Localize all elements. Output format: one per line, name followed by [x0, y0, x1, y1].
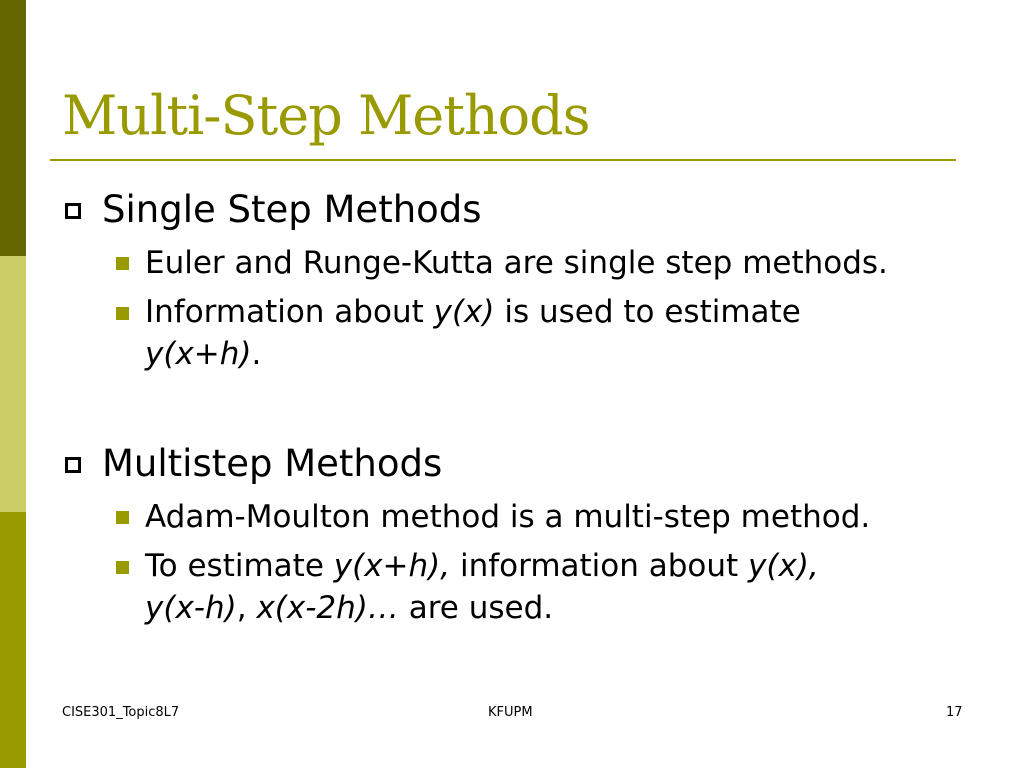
text-run: is used to estimate	[494, 294, 801, 330]
square-bullet-icon	[116, 257, 129, 270]
left-bar-top	[0, 0, 26, 256]
left-bar-bottom	[0, 512, 26, 768]
square-bullet-icon	[116, 511, 129, 524]
footer-course-code: CISE301_Topic8L7	[62, 705, 180, 720]
square-bullet-icon	[116, 561, 129, 574]
math-y-x: y(x)	[433, 294, 495, 330]
math-y-x-plus-h: y(x+h)	[145, 336, 252, 372]
math-y-x-minus-h: y(x-h)	[145, 590, 237, 626]
bullet-estimate-line1	[145, 545, 819, 587]
math-y-x-plus-h: y(x+h),	[333, 548, 451, 584]
square-bullet-icon	[116, 307, 129, 320]
text-run: Information about	[145, 294, 434, 330]
hollow-square-bullet-icon	[65, 457, 81, 473]
bullet-information-line2	[145, 333, 261, 375]
title-underline	[50, 159, 956, 161]
math-y-x: y(x),	[748, 548, 819, 584]
bullet-euler-runge-kutta: Euler and Runge-Kutta are single step methods.	[145, 245, 888, 281]
footer-institution: KFUPM	[488, 705, 533, 720]
section-heading-multistep: Multistep Methods	[102, 442, 443, 485]
bullet-estimate-line2	[145, 587, 553, 629]
text-run: ,	[236, 590, 257, 626]
slide-title: Multi-Step Methods	[62, 84, 590, 147]
bullet-adam-moulton: Adam-Moulton method is a multi-step method.	[145, 499, 871, 535]
math-x-x-minus-2h: x(x-2h)…	[256, 590, 399, 626]
section-heading-single-step: Single Step Methods	[102, 188, 482, 231]
footer-page-number: 17	[946, 705, 963, 720]
text-run: are used.	[398, 590, 554, 626]
bullet-information-line1	[145, 291, 801, 333]
hollow-square-bullet-icon	[65, 203, 81, 219]
text-run: information about	[450, 548, 749, 584]
text-run: To estimate	[145, 548, 334, 584]
text-run: .	[251, 336, 262, 372]
left-bar-middle	[0, 256, 26, 512]
